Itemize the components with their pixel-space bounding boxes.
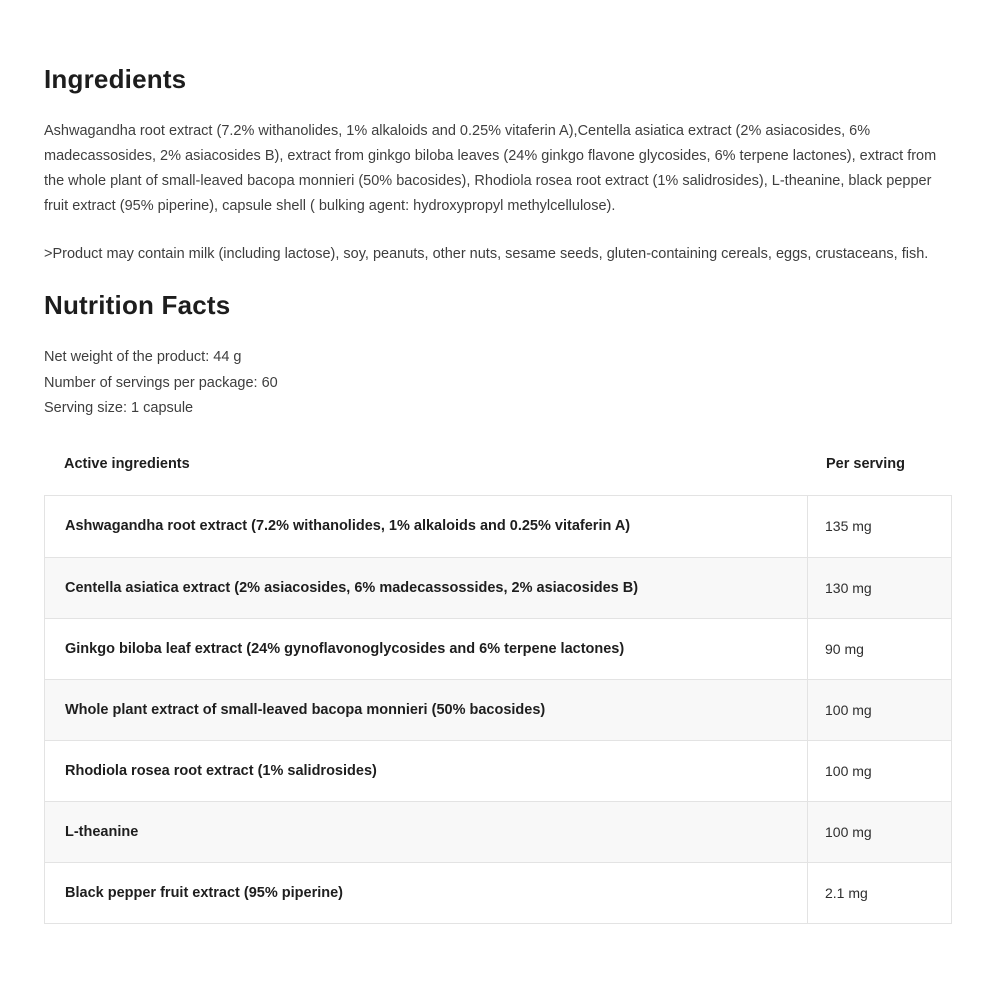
table-row: [45, 740, 951, 801]
table-row: [45, 557, 951, 618]
ingredient-name-cell: Whole plant extract of small-leaved bacopa monnieri (50% bacosides): [45, 680, 808, 740]
nutrition-table: [44, 495, 952, 924]
ingredient-name-cell: Centella asiatica extract (2% asiacosides, 6% madecassossides, 2% asiacosides B): [45, 558, 808, 618]
table-row: [45, 862, 951, 923]
ingredient-name-cell: Rhodiola rosea root extract (1% salidrosides): [45, 741, 808, 801]
per-serving-cell: 100 mg: [825, 823, 872, 840]
per-serving-cell: 130 mg: [825, 579, 872, 596]
column-header-active-ingredients: Active ingredients: [64, 455, 190, 472]
net-weight-line: Net weight of the product: 44 g: [44, 349, 242, 365]
per-serving-cell: 135 mg: [825, 518, 872, 534]
ingredient-name-cell: Ashwagandha root extract (7.2% withanolides, 1% alkaloids and 0.25% vitaferin A): [45, 496, 808, 557]
column-header-per-serving: Per serving: [826, 455, 905, 472]
ingredients-paragraph: Ashwagandha root extract (7.2% withanolides, 1% alkaloids and 0.25% vitaferin A),Centella asiatica extract (2% asiacosides, 6% madecassosides, 2% asiacosides B), extract from ginkgo biloba leaves (24% ginkgo flavone glycosides, 6% terpene lactones), extract from the whole plant of small-leaved bacopa monnieri (50% bacosides), Rhodiola rosea root extract (1% salidrosides), L-theanine, black pepper fruit extract (95% piperine), capsule shell ( bulking agent: hydroxypropyl methylcellulose).: [44, 123, 937, 214]
ingredient-name-cell: L-theanine: [45, 802, 808, 862]
per-serving-cell: 90 mg: [825, 640, 864, 657]
per-serving-cell: 2.1 mg: [825, 884, 868, 901]
nutrition-table-header: [44, 444, 952, 495]
table-row: [45, 801, 951, 862]
ingredients-heading: Ingredients: [44, 64, 187, 94]
table-row: [45, 679, 951, 740]
nutrition-info-block: [44, 345, 952, 422]
table-row: [45, 618, 951, 679]
per-serving-cell: 100 mg: [825, 701, 872, 718]
serving-size-line: Serving size: 1 capsule: [44, 400, 194, 416]
ingredient-name-cell: Ginkgo biloba leaf extract (24% gynoflavonoglycosides and 6% terpene lactones): [45, 619, 808, 679]
per-serving-cell: 100 mg: [825, 762, 872, 779]
servings-per-package-line: Number of servings per package: 60: [44, 374, 278, 391]
table-row: [45, 496, 951, 557]
allergen-note: >Product may contain milk (including lactose), soy, peanuts, other nuts, sesame seeds, gluten-containing cereals, eggs, crustaceans, fish.: [44, 246, 929, 262]
nutrition-facts-heading: Nutrition Facts: [44, 290, 231, 320]
ingredient-name-cell: Black pepper fruit extract (95% piperine): [45, 863, 808, 923]
